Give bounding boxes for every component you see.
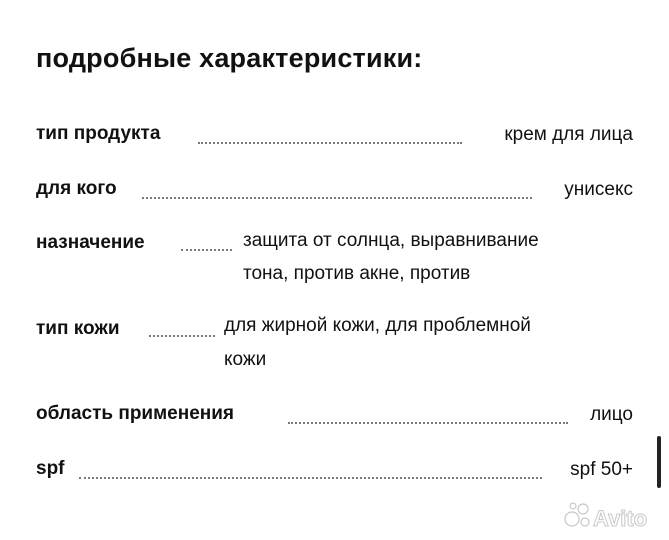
leader-dots (288, 422, 568, 424)
leader-dots (79, 477, 542, 479)
spec-label: область применения (36, 403, 235, 424)
spec-value-line: кожи (224, 349, 267, 370)
spec-label: тип кожи (36, 318, 120, 339)
spec-value-line: для жирной кожи, для проблемной (224, 315, 531, 336)
spec-value: spf 50+ (570, 459, 633, 480)
spec-value-line: тона, против акне, против (243, 263, 471, 284)
avito-logo-icon (563, 498, 663, 532)
spec-label: spf (36, 458, 65, 479)
spec-label: назначение (36, 232, 145, 253)
page-title: подробные характеристики: (36, 43, 423, 73)
scrollbar-thumb[interactable] (657, 436, 661, 488)
leader-dots (198, 142, 462, 144)
leader-dots (142, 197, 532, 199)
leader-dots (149, 335, 215, 337)
spec-label: для кого (36, 178, 117, 199)
spec-value: унисекс (564, 179, 633, 200)
spec-label: тип продукта (36, 123, 161, 144)
avito-wordmark: Avito (593, 506, 648, 531)
leader-dots (181, 249, 232, 251)
spec-value: лицо (590, 404, 633, 425)
avito-watermark (563, 498, 663, 532)
spec-value-line: защита от солнца, выравнивание (243, 230, 539, 251)
spec-value: крем для лица (504, 124, 633, 145)
